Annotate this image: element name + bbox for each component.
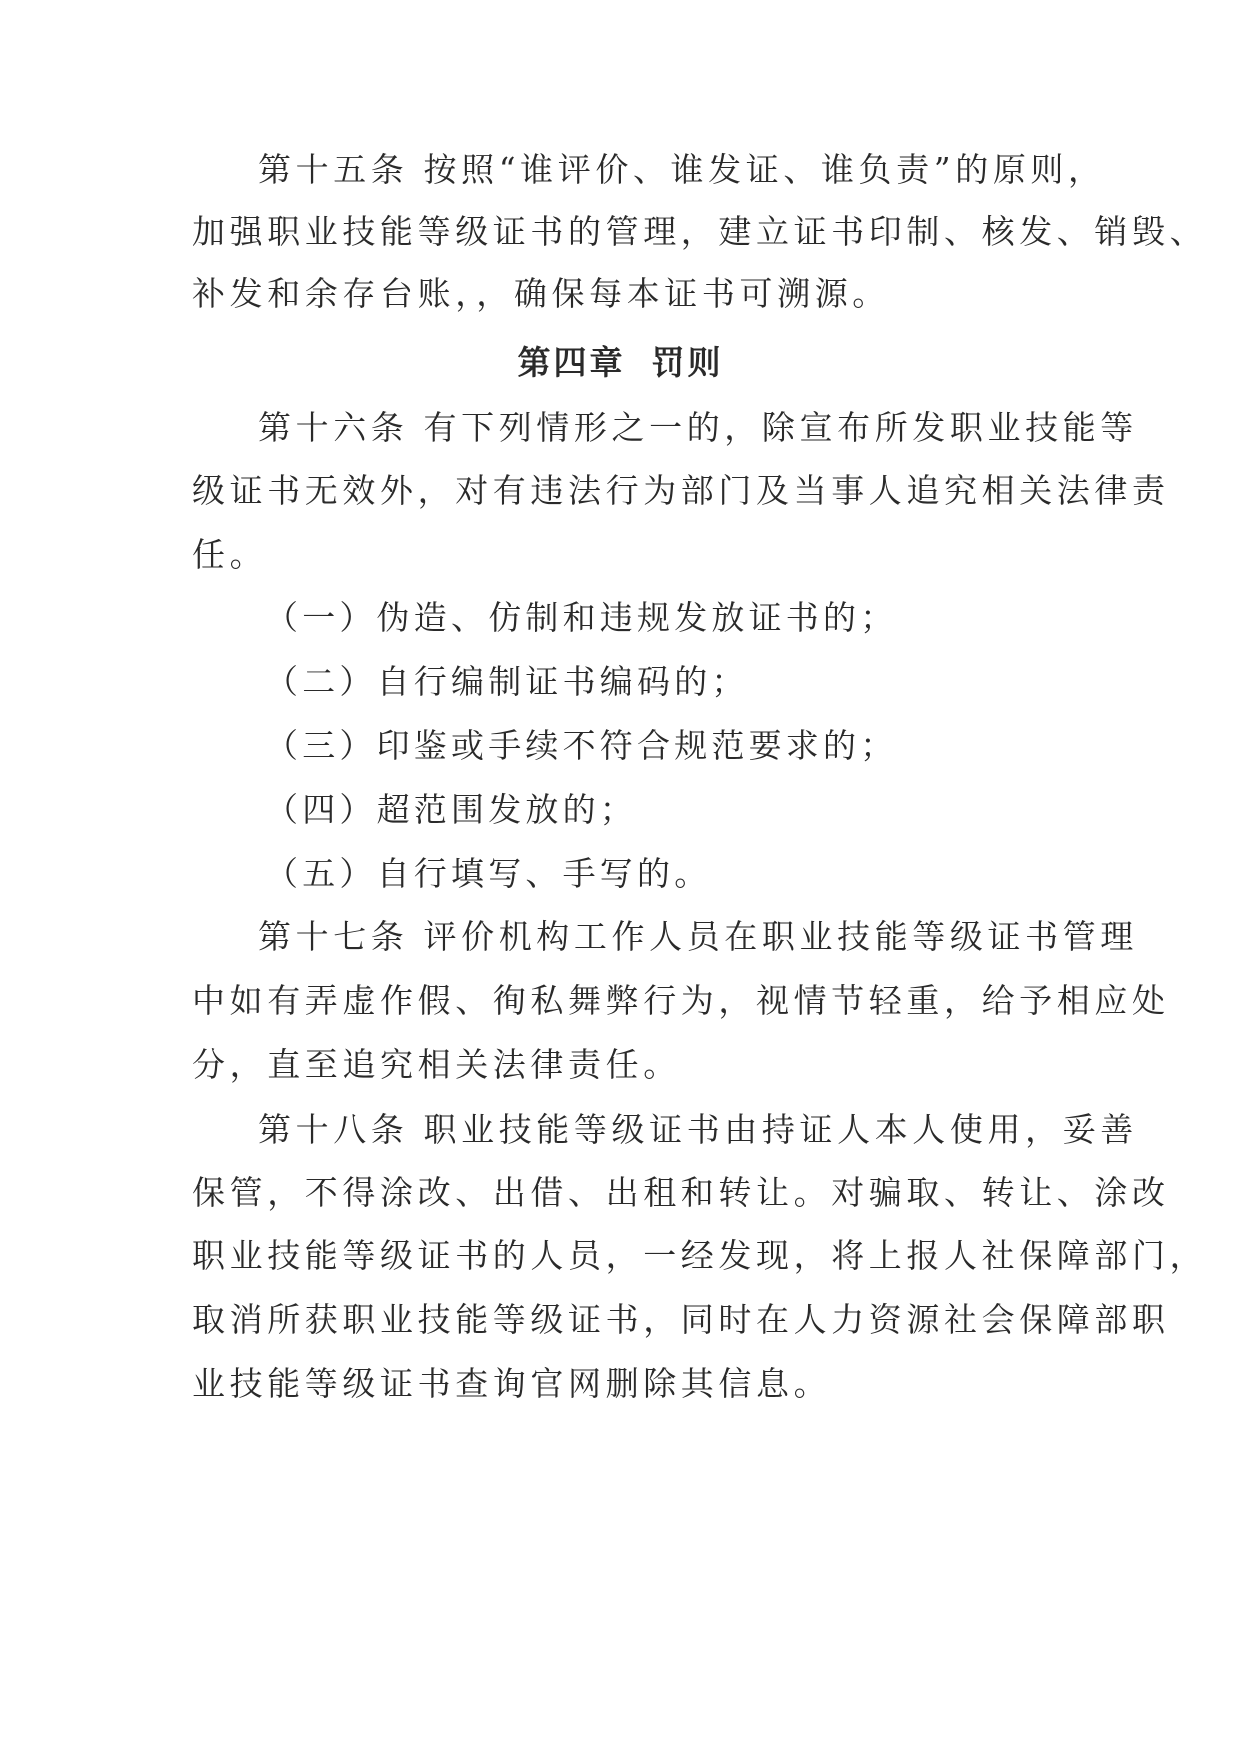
article-16-item-5: （五）自行填写、手写的。 — [265, 854, 712, 893]
article-16-line-3: 任。 — [192, 535, 268, 574]
article-15-line-1: 第十五条 按照“谁评价、谁发证、谁负责”的原则， — [258, 150, 1106, 189]
article-18-line-4: 取消所获职业技能等级证书，同时在人力资源社会保障部职 — [192, 1300, 1170, 1339]
chapter-title: 罚则 — [651, 343, 724, 382]
article-18-line-5: 业技能等级证书查询官网删除其信息。 — [192, 1364, 832, 1403]
article-16-item-4: （四）超范围发放的； — [265, 790, 637, 829]
article-17-line-1: 第十七条 评价机构工作人员在职业技能等级证书管理 — [258, 917, 1138, 956]
article-16-item-1: （一）伪造、仿制和违规发放证书的； — [265, 598, 898, 637]
article-15-line-3: 补发和余存台账，，确保每本证书可溯源。 — [192, 274, 890, 313]
article-18-line-1: 第十八条 职业技能等级证书由持证人本人使用，妥善 — [258, 1110, 1138, 1149]
article-17-line-2: 中如有弄虚作假、徇私舞弊行为，视情节轻重，给予相应处 — [192, 981, 1170, 1020]
chapter-number: 第四章 — [517, 343, 626, 382]
article-16-line-1: 第十六条 有下列情形之一的，除宣布所发职业技能等 — [258, 408, 1138, 447]
article-17-line-3: 分，直至追究相关法律责任。 — [192, 1045, 681, 1084]
chapter-4-heading — [0, 343, 1241, 383]
article-16-line-2: 级证书无效外，对有违法行为部门及当事人追究相关法律责 — [192, 471, 1170, 510]
article-16-item-3: （三）印鉴或手续不符合规范要求的； — [265, 726, 898, 765]
article-16-item-2: （二）自行编制证书编码的； — [265, 662, 749, 701]
article-18-line-3: 职业技能等级证书的人员，一经发现，将上报人社保障部门， — [192, 1236, 1208, 1275]
article-18-line-2: 保管，不得涂改、出借、出租和转让。对骗取、转让、涂改 — [192, 1173, 1170, 1212]
article-15-line-2: 加强职业技能等级证书的管理，建立证书印制、核发、销毁、 — [192, 212, 1208, 251]
